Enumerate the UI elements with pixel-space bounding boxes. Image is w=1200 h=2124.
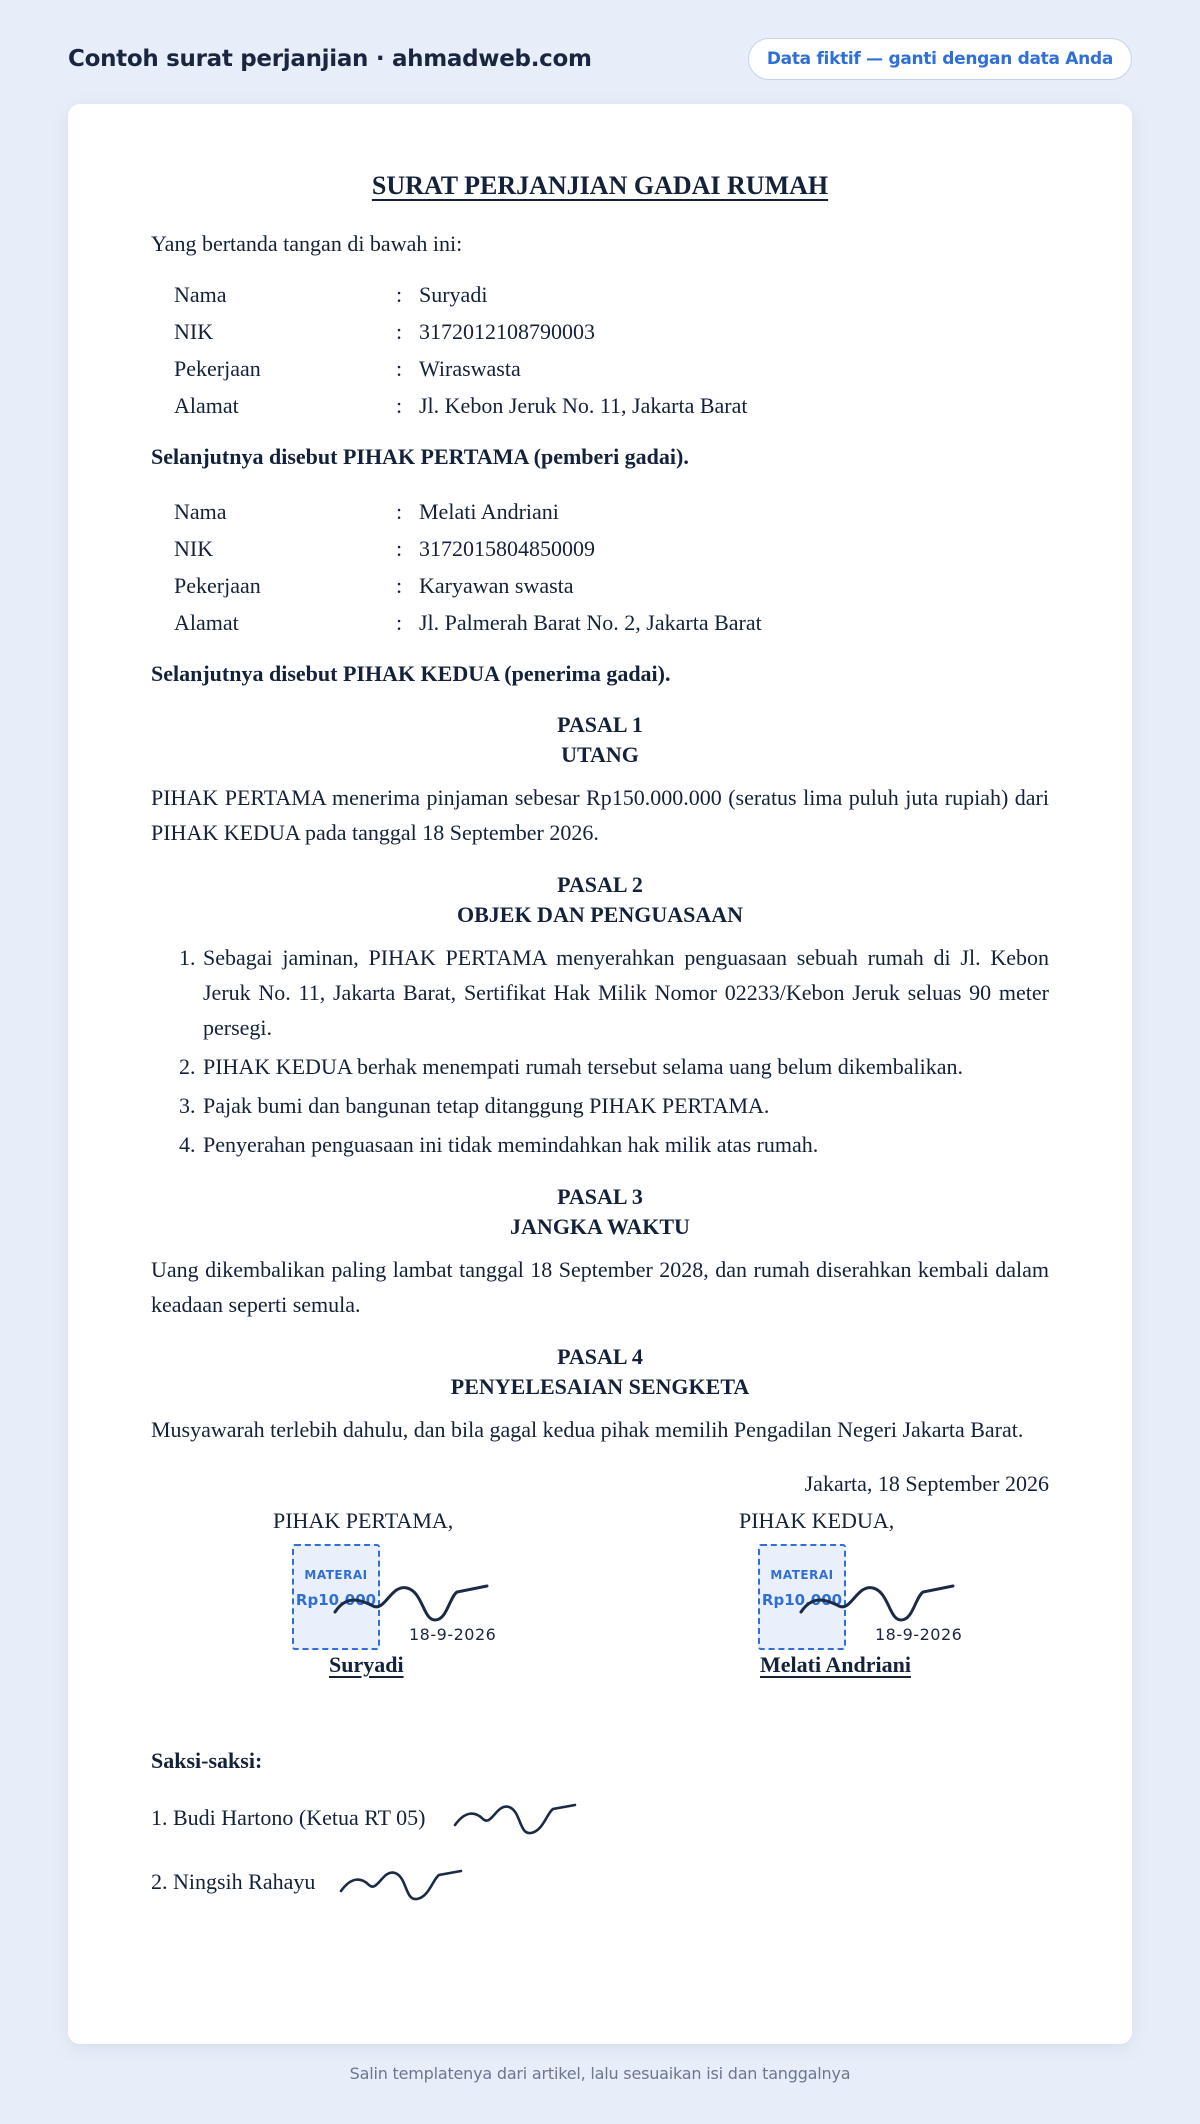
field-separator: : [396, 393, 403, 418]
pasal-title: JANGKA WAKTU [510, 1214, 690, 1239]
party2-row-nik [174, 530, 762, 567]
party2-row-name [174, 493, 762, 530]
pasal-4-text: Musyawarah terlebih dahulu, dan bila gagal kedua pihak memilih Pengadilan Negeri Jakarta Barat. [151, 1417, 1024, 1442]
field-separator: : [396, 610, 403, 635]
pasal-3-heading [151, 1182, 1049, 1242]
field-separator: : [396, 573, 403, 598]
party1-row-nik [174, 313, 748, 350]
pasal-title: PENYELESAIAN SENGKETA [450, 1374, 750, 1399]
agreement-document [151, 166, 1049, 1921]
place-date: Jakarta, 18 September 2026 [804, 1471, 1049, 1496]
witnesses-title: Saksi-saksi: [151, 1748, 263, 1773]
field-separator: : [396, 536, 403, 561]
pasal-2-heading [151, 870, 1049, 930]
field-label: Alamat [174, 610, 239, 635]
field-value: Jl. Palmerah Barat No. 2, Jakarta Barat [419, 610, 762, 635]
list-item: 1. Sebagai jaminan, PIHAK PERTAMA menyerahkan penguasaan sebuah rumah di Jl. Kebon Jeruk No. 11, Jakarta Barat, Sertifikat Hak Milik Nomor 02233/Kebon Jeruk seluas 90 meter persegi. [201, 940, 1049, 1045]
witness-signature-scribble [337, 1857, 467, 1907]
party2-row-job [174, 567, 762, 604]
pasal-title: UTANG [561, 742, 639, 767]
witness-name: 1. Budi Hartono (Ketua RT 05) [151, 1805, 426, 1830]
footer-note: Salin templatenya dari artikel, lalu sesuaikan isi dan tanggalnya [349, 2064, 851, 2083]
field-label: Pekerjaan [174, 356, 261, 381]
party1-row-job [174, 350, 748, 387]
stamp-value: Rp10.000 [295, 1591, 377, 1609]
field-value: 3172012108790003 [419, 319, 595, 344]
stamp-label: MATERAI [770, 1568, 834, 1582]
witness-row-2 [151, 1857, 1049, 1921]
field-label: Nama [174, 282, 227, 307]
field-value: Wiraswasta [419, 356, 521, 381]
top-bar [68, 38, 1132, 80]
list-item: 2. PIHAK KEDUA berhak menempati rumah tersebut selama uang belum dikembalikan. [201, 1049, 1049, 1084]
field-value: Suryadi [419, 282, 488, 307]
signature-date: 18-9-2026 [875, 1625, 963, 1644]
field-value: Karyawan swasta [419, 573, 574, 598]
field-label: NIK [174, 536, 214, 561]
witness-row-1 [151, 1793, 1049, 1857]
pasal-2-list [201, 940, 1049, 1162]
field-value: Jl. Kebon Jeruk No. 11, Jakarta Barat [419, 393, 748, 418]
party1-details [174, 276, 748, 424]
signer-name: Melati Andriani [760, 1652, 911, 1677]
signature-scribble [331, 1570, 491, 1630]
field-separator: : [396, 319, 403, 344]
witness-signature-scribble [451, 1793, 581, 1843]
party2-details [174, 493, 762, 641]
pasal-1-heading [151, 710, 1049, 770]
pasal-3-text: Uang dikembalikan paling lambat tanggal 18 September 2028, dan rumah diserahkan kembali dalam keadaan seperti semula. [151, 1257, 1049, 1317]
party1-designation: Selanjutnya disebut PIHAK PERTAMA (pemberi gadai). [151, 444, 689, 469]
party1-row-address [174, 387, 748, 424]
field-label: Nama [174, 499, 227, 524]
stamp-value: Rp10.000 [761, 1591, 843, 1609]
pasal-number: PASAL 3 [557, 1184, 643, 1209]
party2-row-address [174, 604, 762, 641]
field-label: Pekerjaan [174, 573, 261, 598]
pasal-1-text: PIHAK PERTAMA menerima pinjaman sebesar Rp150.000.000 (seratus lima puluh juta rupiah) dari PIHAK KEDUA pada tanggal 18 September 2026. [151, 785, 1049, 845]
field-value: Melati Andriani [419, 499, 559, 524]
fictional-data-badge: Data fiktif — ganti dengan data Anda [748, 38, 1132, 80]
document-title: SURAT PERJANJIAN GADAI RUMAH [371, 171, 829, 200]
field-label: NIK [174, 319, 214, 344]
pasal-number: PASAL 4 [557, 1344, 643, 1369]
signer-name: Suryadi [329, 1652, 404, 1677]
pasal-title: OBJEK DAN PENGUASAAN [456, 902, 744, 927]
field-separator: : [396, 282, 403, 307]
signature-section [151, 1504, 1049, 1734]
signer-role: PIHAK PERTAMA, [273, 1508, 454, 1533]
stamp-label: MATERAI [304, 1568, 368, 1582]
field-separator: : [396, 499, 403, 524]
party1-row-name [174, 276, 748, 313]
site-title: Contoh surat perjanjian · ahmadweb.com [68, 46, 592, 72]
signature-date: 18-9-2026 [409, 1625, 497, 1644]
pasal-number: PASAL 1 [557, 712, 643, 737]
field-value: 3172015804850009 [419, 536, 595, 561]
document-card [68, 104, 1132, 2044]
signature-scribble [797, 1570, 957, 1630]
party2-designation: Selanjutnya disebut PIHAK KEDUA (penerima gadai). [151, 661, 671, 686]
field-label: Alamat [174, 393, 239, 418]
list-item: 3. Pajak bumi dan bangunan tetap ditanggung PIHAK PERTAMA. [201, 1088, 1049, 1123]
field-separator: : [396, 356, 403, 381]
pasal-number: PASAL 2 [557, 872, 643, 897]
list-item: 4. Penyerahan penguasaan ini tidak memindahkan hak milik atas rumah. [201, 1127, 1049, 1162]
pasal-4-heading [151, 1342, 1049, 1402]
witness-name: 2. Ningsih Rahayu [151, 1869, 316, 1894]
intro-text: Yang bertanda tangan di bawah ini: [151, 231, 463, 256]
signer-role: PIHAK KEDUA, [739, 1508, 895, 1533]
